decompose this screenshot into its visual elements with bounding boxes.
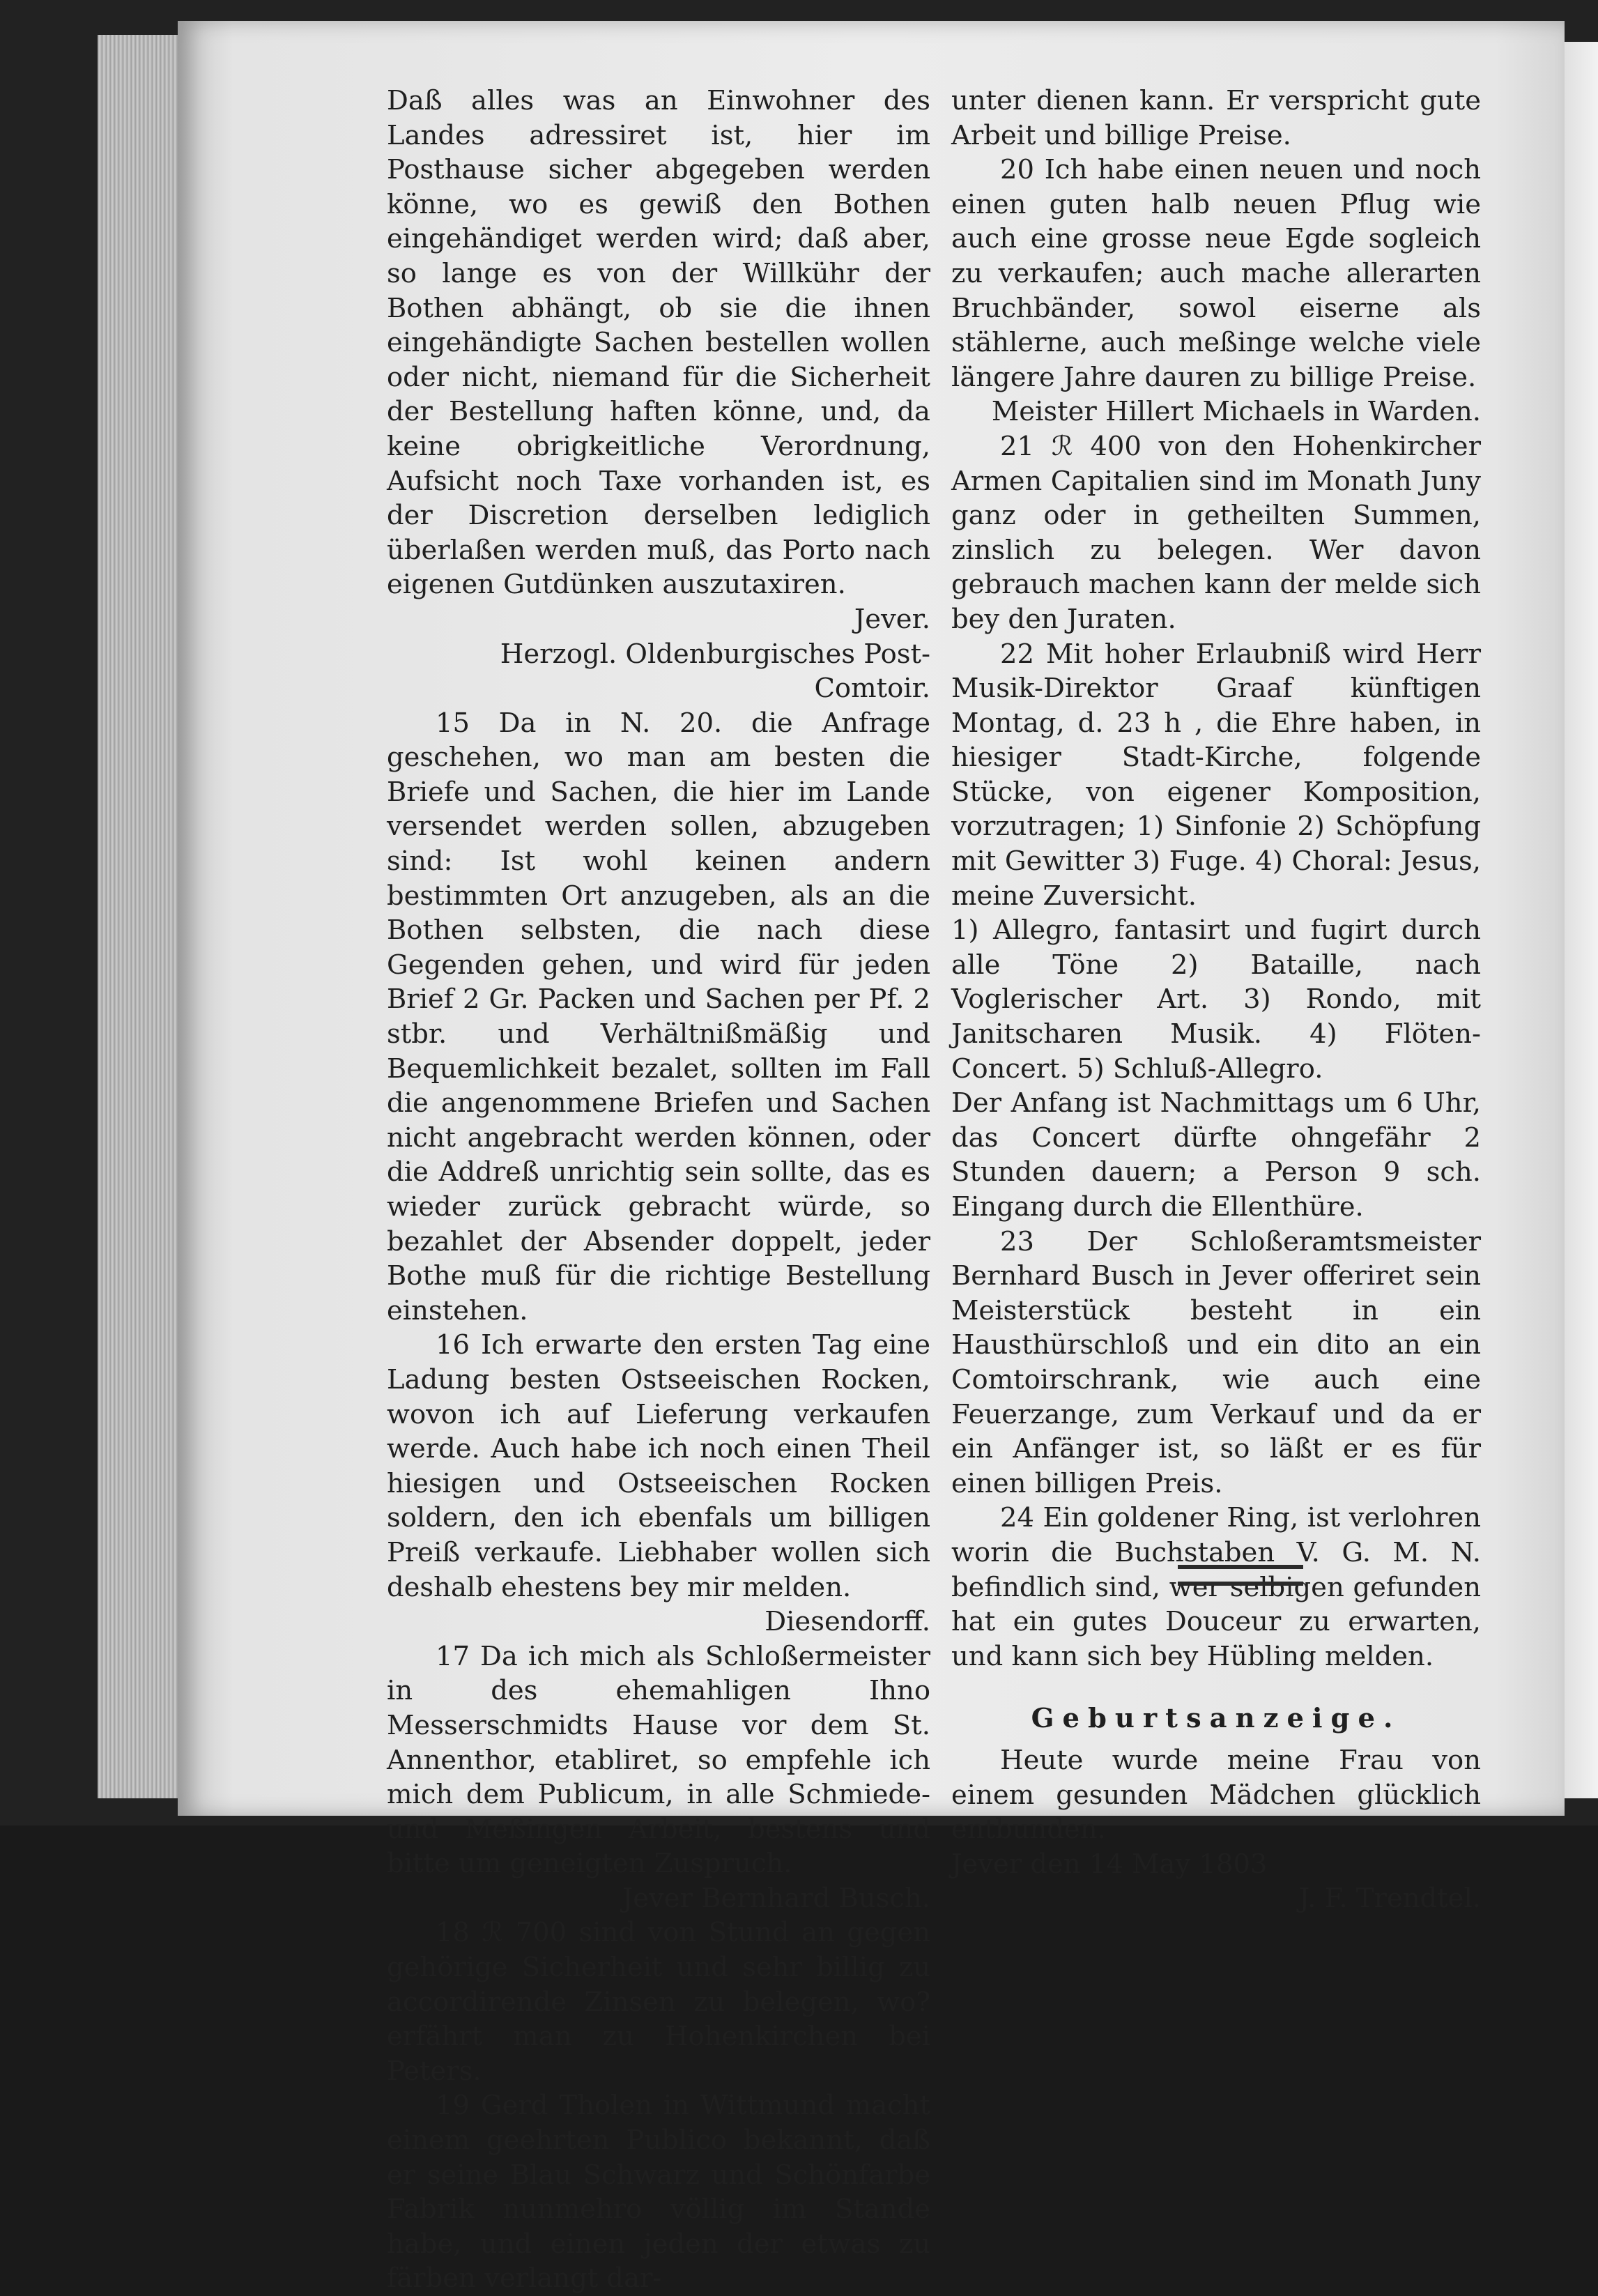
right-column-paragraph: 22 Mit hoher Erlaubniß wird Herr Musik-Direktor Graaf künftigen Montag, d. 23 h , die Ehre haben, in hiesiger Stadt-Kirche, folgende Stücke, von eigener Komposition, vorzutragen; 1) Sinfonie 2) Schöpfung mit Gewitter 3) Fuge. 4) Choral: Jesus, meine Zuversicht.	[951, 638, 1481, 912]
left-column-paragraph: 15 Da in N. 20. die Anfrage geschehen, wo man am besten die Briefe und Sachen, die hier im Lande versendet werden sollen, abzugeben sind: Ist wohl keinen andern bestimmten Ort anzugeben, als an die Bothen selbsten, die nach diese Gegenden gehen, und wird für jeden Brief 2 Gr. Packen und Sachen per Pf. 2 stbr. und Verhältnißmäßig und Bequemlichkeit bezalet, sollten im Fall die angenommene Briefen und Sachen nicht angebracht werden können, oder die Addreß unrichtig sein sollte, das es wieder zurück gebracht würde, so bezahlet der Absender doppelt, jeder Bothe muß für die richtige Bestellung einstehen.	[387, 707, 930, 1326]
right-column-paragraph: 23 Der Schloßeramtsmeister Bernhard Busch in Jever offeriret sein Meisterstück besteht in ein Hausthürschloß und ein dito an ein Comtoirschrank, wie auch eine Feuerzange, zum Verkauf und da er ein Anfänger ist, so läßt er es für einen billigen Preis.	[951, 1225, 1481, 1499]
left-text-column	[387, 84, 930, 2296]
adjacent-page-strip	[1565, 42, 1598, 1798]
right-text-column	[951, 84, 1481, 1916]
right-column-paragraph: Heute wurde meine Frau von einem gesunden Mädchen glücklich entbunden.	[951, 1744, 1481, 1846]
left-column-paragraph: 18 ℛ 700 sind von Stund an gegen gehörige Sicherheit und sehr billig zu accordirende Zinsen zu belegen, wo? erfährt man zu Hohenkirchen bei Peters.	[387, 1917, 930, 2087]
left-column-signature: Jever Bernhard Busch.	[622, 1882, 930, 1914]
end-rule	[1178, 1565, 1303, 1586]
right-column-paragraph: 1) Allegro, fantasirt und fugirt durch alle Töne 2) Bataille, nach Voglerischer Art. 3) Rondo, mit Janitscharen Musik. 4) Flöten-Concert. 5) Schluß-Allegro.	[951, 914, 1481, 1085]
right-column-paragraph: Jever den 14 May 1803	[951, 1848, 1268, 1880]
right-column-paragraph: 21 ℛ 400 von den Hohenkircher Armen Capitalien sind im Monath Juny ganz oder in getheilten Summen, zinslich zu belegen. Wer davon gebrauch machen kann der melde sich bey den Juraten.	[951, 430, 1481, 635]
right-column-signature: Meister Hillert Michaels in Warden.	[991, 396, 1481, 428]
right-column-paragraph: 20 Ich habe einen neuen und noch einen guten halb neuen Pflug wie auch eine grosse neue Egde sogleich zu verkaufen; auch mache allerarten Bruchbänder, sowol eiserne als stählerne, auch meßinge welche viele längere Jahre dauren zu billige Preise.	[951, 154, 1481, 393]
right-column-signature: J. F. Trendtel.	[1298, 1883, 1481, 1915]
left-column-signature: Herzogl. Oldenburgisches Post-Comtoir.	[500, 638, 930, 705]
right-column-paragraph: unter dienen kann. Er verspricht gute Arbeit und billige Preise.	[951, 85, 1481, 151]
left-column-signature: Diesendorff.	[765, 1606, 930, 1638]
right-column-paragraph: 24 Ein goldener Ring, ist verlohren worin die Buchstaben V. G. M. N. befindlich sind, wer selbigen gefunden hat ein gutes Douceur zu erwarten, und kann sich bey Hübling melden.	[951, 1502, 1481, 1672]
left-column-paragraph: 16 Ich erwarte den ersten Tag eine Ladung besten Ostseeischen Rocken, wovon ich auf Lieferung verkaufen werde. Auch habe ich noch einen Theil hiesigen und Ostseeischen Rocken soldern, den ich ebenfals um billigen Preiß verkaufe. Liebhaber wollen sich deshalb ehestens bey mir melden.	[387, 1329, 930, 1603]
left-column-paragraph: Daß alles was an Einwohner des Landes adressiret ist, hier im Posthause sicher abgegeben werden könne, wo es gewiß den Bothen eingehändiget werden wird; daß aber, so lange es von der Willkühr der Bothen abhängt, ob sie die ihnen eingehändigte Sachen bestellen wollen oder nicht, niemand für die Sicherheit der Bestellung haften könne, und, da keine obrigkeitliche Verordnung, Aufsicht noch Taxe vorhanden ist, es der Discretion derselben lediglich überlaßen werden muß, das Porto nach eigenen Gutdünken auszutaxiren.	[387, 85, 930, 601]
book-page-edges	[98, 35, 183, 1798]
left-column-paragraph: 19 Gerd Tholen in Wittmund macht einem geehrten Publico bekannt, daß er seine Blau Schwarz und Schönfarbe Fabrik nunmehro völlig im Stande habe, und einen jeden der etwas zu färben verlangt dar-	[387, 2090, 930, 2295]
left-column-paragraph: 17 Da ich mich als Schloßermeister in des ehemahligen Ihno Messerschmidts Hause vor dem St. Annenthor, etabliret, so empfehle ich mich dem Publicum, in alle Schmiede- und Meßingen Arbeit, bestens und bitte um geneigten Zuspruch.	[387, 1640, 930, 1880]
left-column-signature: Jever.	[854, 603, 930, 635]
right-column-heading: Geburtsanzeige.	[1031, 1703, 1401, 1735]
right-column-paragraph: Der Anfang ist Nachmittags um 6 Uhr, das Concert dürfte ohngefähr 2 Stunden dauern; a Person 9 sch. Eingang durch die Ellenthüre.	[951, 1087, 1481, 1223]
